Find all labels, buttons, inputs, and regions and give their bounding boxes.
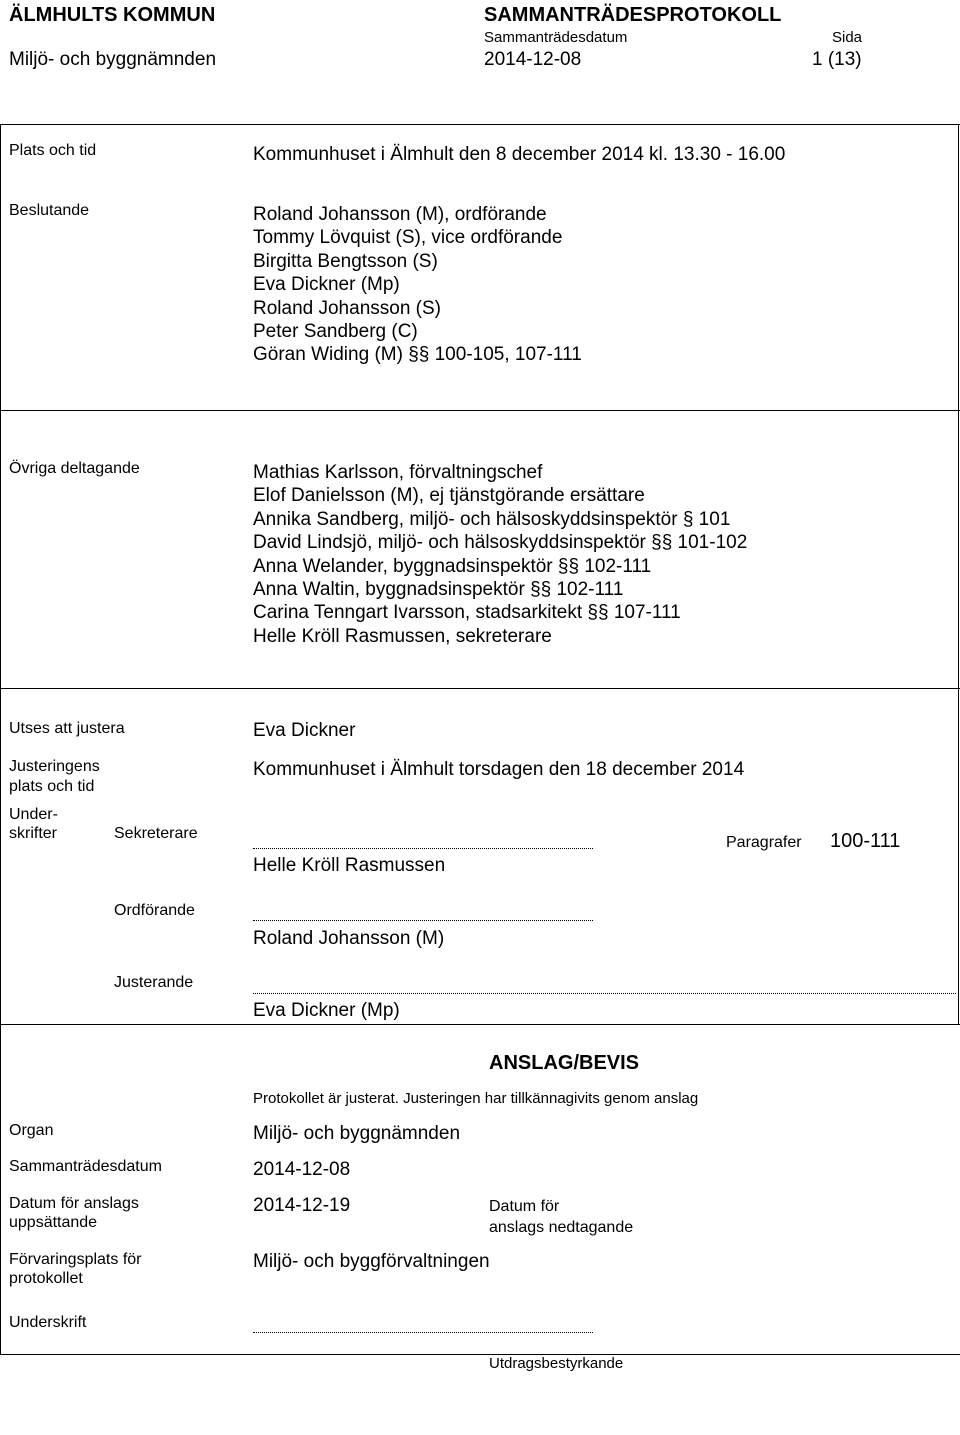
deciding-member: Göran Widing (M) §§ 100-105, 107-111 (253, 344, 582, 366)
notice-date-label: Sammanträdesdatum (9, 1158, 162, 1175)
notice-signature-line (253, 1332, 593, 1333)
meeting-date: 2014-12-08 (484, 49, 582, 70)
posted-label-1: Datum för anslags (9, 1195, 139, 1212)
divider-2 (0, 688, 960, 689)
adjust-place-value: Kommunhuset i Älmhult torsdagen den 18 december 2014 (253, 759, 745, 780)
signature-label: Underskrift (9, 1314, 87, 1331)
deciding-list (253, 203, 582, 367)
secretary-label: Sekreterare (114, 825, 198, 842)
posted-label-2: uppsättande (9, 1214, 98, 1231)
others-list (253, 461, 747, 648)
other-member: David Lindsjö, miljö- och hälsoskyddsinspektör §§ 101-102 (253, 532, 748, 554)
paragraphs-value: 100-111 (830, 830, 901, 852)
divider-3 (0, 1024, 960, 1025)
others-label: Övriga deltagande (9, 460, 140, 477)
storage-label-2: protokollet (9, 1270, 83, 1287)
chair-name: Roland Johansson (M) (253, 928, 445, 949)
notice-title: ANSLAG/BEVIS (489, 1052, 640, 1074)
other-member: Annika Sandberg, miljö- och hälsoskyddsinspektör § 101 (253, 508, 731, 530)
bottom-rule (0, 1354, 960, 1355)
posted-value: 2014-12-19 (253, 1195, 351, 1216)
adjust-place-label-2: plats och tid (9, 778, 95, 795)
adjuster-signature-line (253, 993, 956, 994)
meeting-date-label: Sammanträdesdatum (484, 29, 628, 46)
adjuster-name: Eva Dickner (Mp) (253, 1000, 400, 1021)
secretary-name: Helle Kröll Rasmussen (253, 855, 446, 876)
other-member: Mathias Karlsson, förvaltningschef (253, 462, 543, 483)
board-name: Miljö- och byggnämnden (9, 49, 217, 70)
deciding-member: Birgitta Bengtsson (S) (253, 250, 438, 272)
deciding-member: Roland Johansson (M), ordförande (253, 204, 547, 225)
organ-value: Miljö- och byggnämnden (253, 1123, 461, 1144)
municipality-name: ÄLMHULTS KOMMUN (9, 4, 216, 26)
document-type: SAMMANTRÄDESPROTOKOLL (484, 4, 782, 26)
adjuster-label: Justerande (114, 974, 194, 991)
divider-1 (0, 410, 960, 411)
other-member: Anna Waltin, byggnadsinspektör §§ 102-111 (253, 579, 624, 601)
adjust-label: Utses att justera (9, 720, 125, 737)
deciding-member: Tommy Lövquist (S), vice ordförande (253, 227, 563, 249)
notice-date-value: 2014-12-08 (253, 1159, 351, 1180)
signatures-label-1: Under- (9, 806, 58, 823)
other-member: Helle Kröll Rasmussen, sekreterare (253, 625, 552, 647)
notice-text: Protokollet är justerat. Justeringen har tillkännagivits genom anslag (253, 1090, 699, 1107)
place-value: Kommunhuset i Älmhult den 8 december 2014 kl. 13.30 - 16.00 (253, 144, 786, 165)
chair-signature-line (253, 920, 593, 921)
deciding-label: Beslutande (9, 202, 90, 219)
deciding-member: Eva Dickner (Mp) (253, 274, 400, 296)
organ-label: Organ (9, 1122, 54, 1139)
storage-label-1: Förvaringsplats för (9, 1251, 142, 1268)
top-rule (0, 124, 960, 125)
deciding-member: Peter Sandberg (C) (253, 321, 418, 343)
adjust-value: Eva Dickner (253, 720, 356, 741)
page-label: Sida (832, 29, 863, 46)
secretary-signature-line (253, 848, 593, 849)
paragraphs-label: Paragrafer (726, 834, 802, 851)
adjust-place-label-1: Justeringens (9, 758, 100, 775)
page-number: 1 (13) (812, 49, 862, 70)
deciding-member: Roland Johansson (S) (253, 297, 441, 319)
removed-label-2: anslags nedtagande (489, 1219, 634, 1236)
certified-label: Utdragsbestyrkande (489, 1355, 624, 1372)
storage-value: Miljö- och byggförvaltningen (253, 1251, 490, 1272)
chair-label: Ordförande (114, 902, 195, 919)
other-member: Anna Welander, byggnadsinspektör §§ 102-111 (253, 555, 652, 577)
left-rule (0, 124, 1, 1354)
right-rule (958, 124, 959, 1024)
place-label: Plats och tid (9, 142, 97, 159)
signatures-label-2: skrifter (9, 825, 57, 842)
removed-label-1: Datum för (489, 1198, 560, 1215)
other-member: Elof Danielsson (M), ej tjänstgörande ersättare (253, 485, 645, 507)
other-member: Carina Tenngart Ivarsson, stadsarkitekt §§ 107-111 (253, 602, 681, 624)
